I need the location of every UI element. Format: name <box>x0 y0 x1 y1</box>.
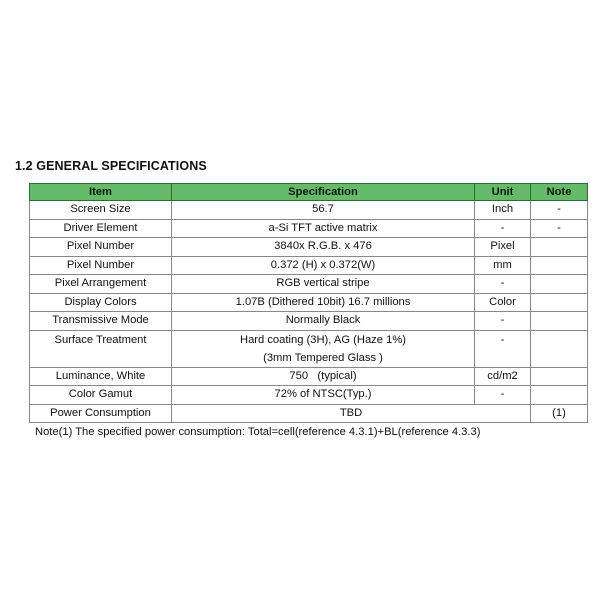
cell-note <box>531 238 588 257</box>
cell-unit: - <box>475 219 531 238</box>
table-header-row <box>30 184 588 201</box>
cell-note <box>531 386 588 405</box>
cell-unit: - <box>475 312 531 331</box>
cell-item: Pixel Number <box>30 256 172 275</box>
cell-spec: 750 (typical) <box>172 367 475 386</box>
cell-item: Driver Element <box>30 219 172 238</box>
header-note: Note <box>531 184 588 201</box>
general-specifications-table <box>29 183 588 423</box>
cell-spec: 0.372 (H) x 0.372(W) <box>172 256 475 275</box>
cell-unit: mm <box>475 256 531 275</box>
cell-spec-line-2: (3mm Tempered Glass ) <box>263 351 383 364</box>
cell-note: - <box>531 219 588 238</box>
cell-note <box>531 256 588 275</box>
cell-note <box>531 312 588 331</box>
cell-unit: Pixel <box>475 238 531 257</box>
cell-item <box>30 330 172 367</box>
table-row <box>30 404 588 423</box>
cell-spec: TBD <box>172 404 531 423</box>
footnote: Note(1) The specified power consumption: Total=cell(reference 4.3.1)+BL(reference 4.3.3) <box>35 426 481 438</box>
cell-item: Screen Size <box>30 201 172 220</box>
cell-unit <box>475 330 531 367</box>
cell-item-text: Surface Treatment <box>54 333 147 346</box>
cell-note <box>531 275 588 294</box>
cell-item: Pixel Arrangement <box>30 275 172 294</box>
cell-item: Display Colors <box>30 293 172 312</box>
table-row <box>30 386 588 405</box>
header-specification: Specification <box>172 184 475 201</box>
cell-item: Power Consumption <box>30 404 172 423</box>
table-row <box>30 256 588 275</box>
cell-spec: 72% of NTSC(Typ.) <box>172 386 475 405</box>
cell-unit-text: - <box>500 333 505 346</box>
cell-unit: Inch <box>475 201 531 220</box>
cell-note <box>531 330 588 367</box>
cell-spec <box>172 330 475 367</box>
cell-item: Color Gamut <box>30 386 172 405</box>
cell-unit: cd/m2 <box>475 367 531 386</box>
table-row <box>30 219 588 238</box>
cell-item: Luminance, White <box>30 367 172 386</box>
cell-spec: 56.7 <box>172 201 475 220</box>
cell-note <box>531 293 588 312</box>
cell-spec: RGB vertical stripe <box>172 275 475 294</box>
cell-spec: 3840x R.G.B. x 476 <box>172 238 475 257</box>
cell-unit: Color <box>475 293 531 312</box>
cell-note <box>531 367 588 386</box>
cell-spec-line-1: Hard coating (3H), AG (Haze 1%) <box>239 333 406 346</box>
table-row <box>30 330 588 367</box>
header-item: Item <box>30 184 172 201</box>
table-row <box>30 238 588 257</box>
cell-item: Pixel Number <box>30 238 172 257</box>
cell-spec: 1.07B (Dithered 10bit) 16.7 millions <box>172 293 475 312</box>
cell-note: (1) <box>531 404 588 423</box>
table-row <box>30 293 588 312</box>
cell-item: Transmissive Mode <box>30 312 172 331</box>
section-title: 1.2 GENERAL SPECIFICATIONS <box>15 159 207 173</box>
cell-unit: - <box>475 275 531 294</box>
table-row <box>30 275 588 294</box>
table-row <box>30 201 588 220</box>
header-unit: Unit <box>475 184 531 201</box>
cell-note: - <box>531 201 588 220</box>
table-row <box>30 312 588 331</box>
cell-spec: Normally Black <box>172 312 475 331</box>
cell-unit: - <box>475 386 531 405</box>
cell-spec: a-Si TFT active matrix <box>172 219 475 238</box>
table-row <box>30 367 588 386</box>
